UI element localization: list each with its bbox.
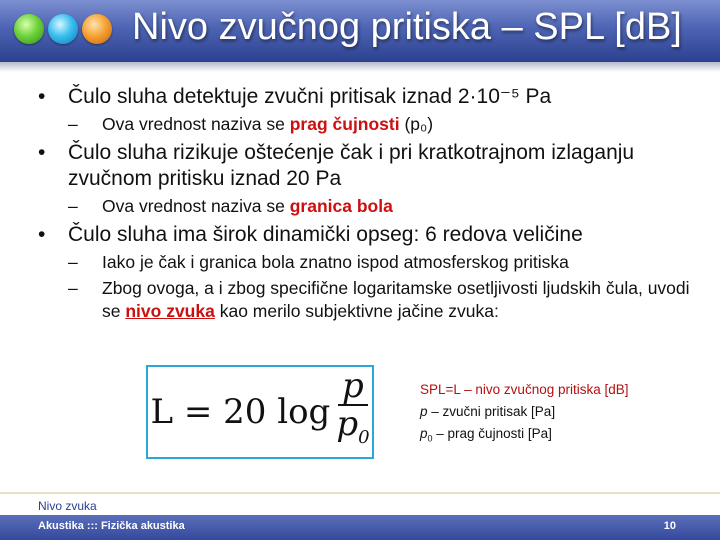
- footer-divider: [0, 492, 720, 494]
- sub-bullet-text: Iako je čak i granica bola znatno ispod atmosferskog pritiska: [102, 252, 569, 272]
- formula-fraction: [336, 368, 369, 456]
- term-highlight: prag čujnosti: [289, 114, 400, 134]
- dash-icon: –: [68, 252, 78, 272]
- green-orb-icon: [14, 14, 44, 44]
- formula-numerator: p: [338, 368, 368, 406]
- sub-bullet-item: [38, 277, 698, 323]
- term-highlight: granica bola: [289, 196, 393, 216]
- formula-legend: [420, 379, 629, 450]
- legend-line-threshold: $p_0$ – prag čujnosti [Pa]: [420, 426, 552, 444]
- bullet-list: [38, 80, 698, 323]
- sub-bullet-tail: kao merilo subjektivne jačine zvuka:: [214, 301, 499, 321]
- spl-formula: [150, 368, 369, 456]
- formula-denominator: $p_0$: [336, 404, 370, 448]
- dash-icon: –: [68, 196, 78, 216]
- sub-bullet-item: [38, 195, 698, 218]
- dash-icon: –: [68, 278, 78, 298]
- page-number: 10: [663, 520, 676, 532]
- bullet-icon: •: [38, 223, 46, 246]
- bullet-icon: •: [38, 141, 46, 164]
- title-bar-shadow: [0, 62, 720, 72]
- footer-course-label: Akustika ::: Fizička akustika: [38, 520, 185, 532]
- legend-line-spl: SPL=L – nivo zvučnog pritiska [dB]: [420, 382, 629, 397]
- bullet-item: [38, 84, 698, 110]
- formula-lhs: L = 20 log: [150, 391, 331, 432]
- bullet-text: Čulo sluha ima širok dinamički opseg: 6 redova veličine: [68, 223, 583, 246]
- sub-bullet-text: Ova vrednost naziva se: [102, 196, 290, 216]
- bullet-item: [38, 222, 698, 248]
- legend-line-pressure: p – zvučni pritisak [Pa]: [420, 404, 556, 419]
- slide-title: Nivo zvučnog pritiska – SPL [dB]: [132, 6, 682, 48]
- sub-bullet-text: Zbog ovoga, a i zbog specifične logaritamske osetljivosti ljudskih čula, uvodi se: [102, 278, 690, 321]
- sub-bullet-text: Ova vrednost naziva se: [102, 114, 290, 134]
- formula-box: [146, 365, 374, 459]
- sub-bullet-item: [38, 113, 698, 136]
- bullet-icon: •: [38, 85, 46, 108]
- sub-bullet-tail: (p₀): [399, 114, 434, 134]
- cyan-orb-icon: [48, 14, 78, 44]
- dash-icon: –: [68, 114, 78, 134]
- bullet-text: Čulo sluha rizikuje oštećenje čak i pri kratkotrajnom izlaganju zvučnom pritisku iznad 20 Pa: [68, 141, 635, 190]
- footer-section-label: Nivo zvuka: [38, 499, 97, 513]
- sub-bullet-item: [38, 251, 698, 274]
- orange-orb-icon: [82, 14, 112, 44]
- term-highlight: nivo zvuka: [125, 301, 215, 321]
- bullet-item: [38, 140, 698, 192]
- bullet-text: Čulo sluha detektuje zvučni pritisak iznad 2·10⁻⁵ Pa: [68, 85, 552, 108]
